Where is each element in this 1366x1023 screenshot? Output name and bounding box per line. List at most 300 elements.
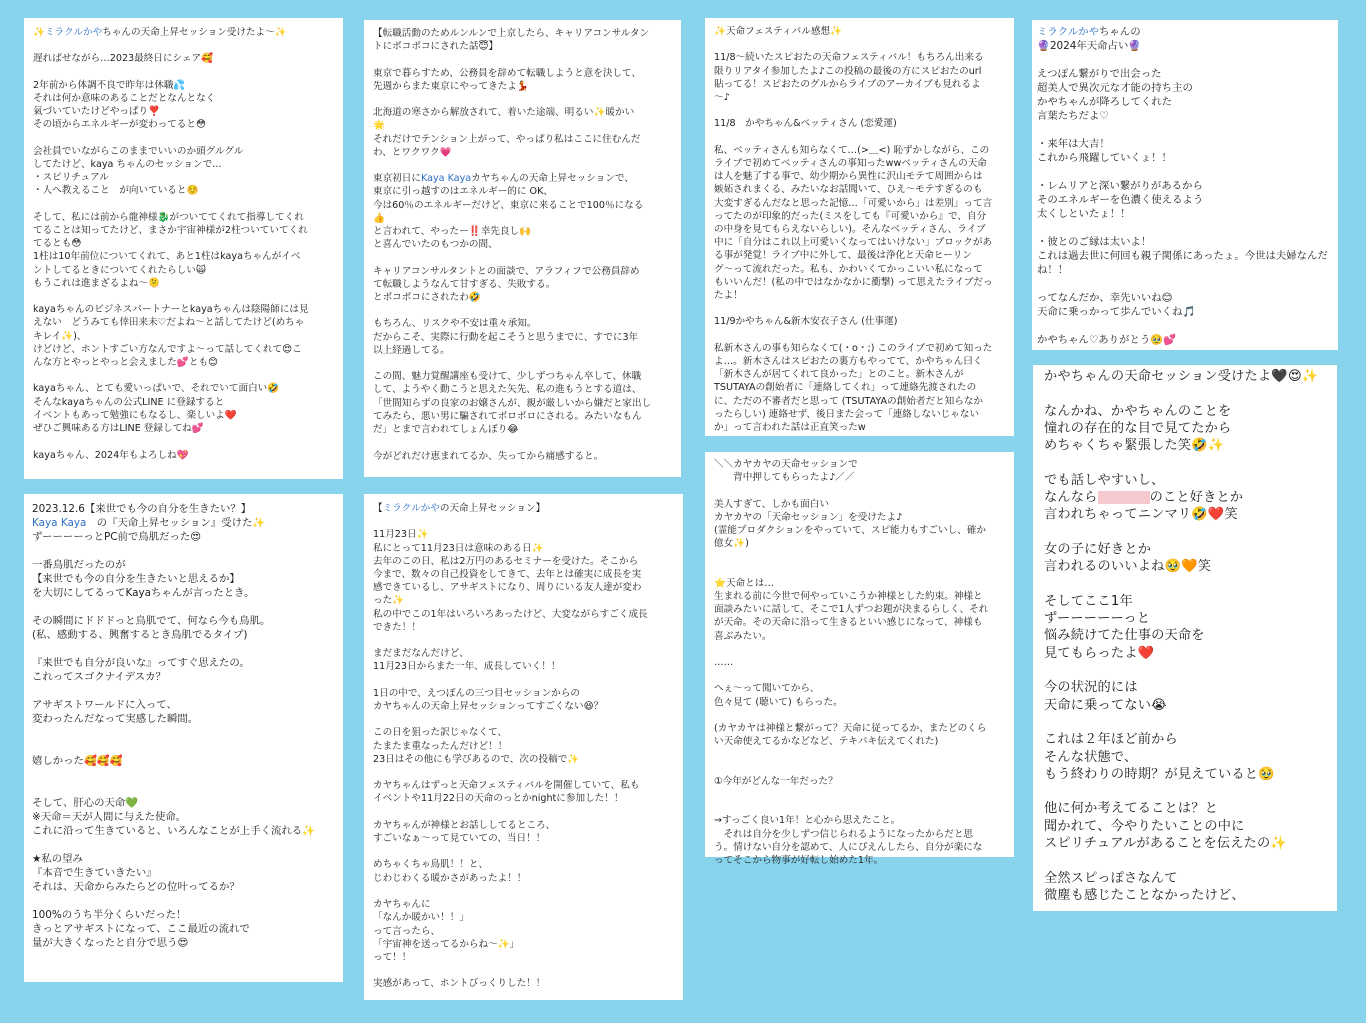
line-text: →すっごく良い1年！と心から思えたこと。	[714, 815, 901, 827]
line-text: 太くしといたょ！！	[1037, 208, 1131, 220]
line-text: ✨天命フェスティバル感想✨	[714, 26, 842, 37]
line-text: その瞬間にドドドっと鳥肌でて、何なら今も鳥肌。	[32, 615, 271, 627]
line-text: これは過去世に何回も親子関係にあったょ。今世は夫婦なんだ	[1037, 250, 1328, 262]
line-text: (霊能プロダクションをやっていて、スピ能力もすごいし、確か	[714, 525, 986, 537]
post-line	[714, 223, 1005, 236]
post-line	[714, 421, 1005, 434]
post-line	[714, 643, 1005, 656]
post-line	[373, 212, 672, 225]
post-line	[32, 516, 335, 530]
line-text: 遅ればせながら…2023最終日にシェア🥰	[33, 53, 214, 65]
post-line	[373, 726, 674, 739]
post-line	[33, 330, 334, 343]
line-text: その頃からエネルギーが変わってると😳	[33, 119, 206, 131]
post-line	[714, 537, 1005, 550]
line-text: でも話しやすいし、	[1044, 472, 1165, 488]
post-line	[373, 660, 674, 673]
line-text: を大切にしてるってKayaちゃんが言ったとき。	[32, 587, 255, 599]
post-line	[1037, 193, 1333, 207]
post-line	[373, 251, 672, 264]
line-text: すごいなぁ〜って見ていての、当日！！	[373, 833, 546, 845]
post-line	[373, 568, 674, 581]
post-line	[33, 422, 334, 435]
post-line	[714, 564, 1005, 577]
post-line	[714, 471, 1005, 484]
post-line	[373, 53, 672, 66]
line-text: と言われて、やったー‼️幸先良し🙌	[373, 226, 532, 238]
post-line	[1044, 697, 1326, 714]
post-line	[32, 628, 335, 642]
post-line	[1044, 818, 1326, 835]
line-text: へぇ〜って聞いてから、	[714, 683, 820, 695]
post-line	[373, 555, 674, 568]
line-text: ってたのが印象的だった(ミスをしても『可愛いから』で、自分	[714, 210, 987, 222]
post-line	[33, 52, 334, 65]
line-text: たまたま重なったんだけど！！	[373, 740, 508, 752]
line-text: ＼＼カヤカヤの天命セッションで	[714, 459, 858, 470]
post-line	[373, 172, 672, 185]
line-text: それは、天命からみたらどの位叶ってるか？	[32, 881, 240, 893]
post-card-miracle-kaya-session	[24, 18, 343, 479]
post-line	[1044, 749, 1326, 766]
post-line	[714, 656, 1005, 669]
post-line	[714, 682, 1005, 695]
line-text: 11月23日からまた一年、成長していく！！	[373, 661, 561, 673]
line-text: 天命に乗っかって歩んでいくね🎵	[1037, 306, 1196, 318]
line-text: 🌟	[373, 120, 385, 132]
post-line	[1037, 67, 1333, 81]
post-line	[32, 866, 335, 880]
line-text: 私の中でこの1年はいろいろあったけど、大変ながらすごく成長	[373, 608, 648, 620]
post-line	[1044, 385, 1326, 402]
line-text: か」って言われた話は正直笑ったw	[714, 422, 866, 434]
line-text: これは２年ほど前から	[1044, 732, 1178, 748]
post-line	[714, 524, 1005, 537]
post-line	[1044, 783, 1326, 800]
post-body	[1037, 25, 1333, 347]
line-text: イベントもあって勉強にもなるし、楽しいよ❤️	[33, 409, 237, 421]
line-text: 北海道の寒さから解放されて、着いた途端、明るい✨暖かい	[373, 107, 635, 119]
post-line	[714, 197, 1005, 210]
post-line	[32, 782, 335, 796]
post-line	[373, 225, 672, 238]
post-line	[373, 898, 674, 911]
line-text: 🔮2024年天命占い🔮	[1037, 40, 1142, 52]
post-line	[373, 119, 672, 132]
post-line	[1044, 541, 1326, 558]
post-line	[1044, 558, 1326, 575]
line-text: 【来世でも今の自分を生きたいと思えるか】	[32, 573, 240, 585]
mention-link[interactable]: Kaya Kaya	[32, 517, 87, 529]
post-line	[1037, 249, 1333, 263]
post-line	[714, 104, 1005, 117]
post-line	[33, 369, 334, 382]
post-card-work-destiny	[1033, 365, 1337, 911]
line-text: ってそこから物事が好転し始めた1年。	[714, 855, 884, 867]
post-line	[714, 511, 1005, 524]
post-line	[373, 291, 672, 304]
line-text: ライブで初めてベッティさんの事知ったwwベッティさんの天命	[714, 158, 987, 170]
post-line	[714, 854, 1005, 867]
line-text: よ…。新木さんはスピおたの裏方もやってて、かやちゃん曰く	[714, 356, 983, 368]
line-text: それは何か意味のあることだとなんとなく	[33, 93, 216, 105]
post-line	[714, 814, 1005, 827]
line-text: kayaちゃんのビジネスパートナーとkayaちゃんは陰陽師には見	[33, 304, 309, 316]
post-line	[1044, 489, 1326, 506]
post-line	[373, 423, 672, 436]
post-body	[32, 502, 335, 950]
line-text: 大変すぎるんだなと思った記憶…「可愛いから」は差別」って言	[714, 197, 993, 209]
line-text: 『本音で生きていきたい』	[32, 867, 157, 879]
line-text: 悩み続けてた仕事の天命を	[1044, 628, 1205, 644]
mention-link[interactable]: ミラクルかや	[382, 503, 440, 514]
post-line	[1037, 151, 1333, 165]
post-line	[32, 670, 335, 684]
line-text: ・彼とのご縁は太いよ！	[1037, 236, 1152, 248]
line-text: して、ようやく動こうと思えた矢先、私の進もうとする道は、	[373, 384, 642, 396]
line-text: 限りリアタイ参加したよ♪この投稿の最後の方にスピおたのurl	[714, 65, 982, 77]
line-text: 11月23日✨	[373, 529, 429, 541]
post-line	[1037, 221, 1333, 235]
post-line	[33, 303, 334, 316]
line-text: 1柱は10年前位についてくれて、あと1柱はkayaちゃんがイベ	[33, 251, 301, 263]
post-line	[373, 265, 672, 278]
line-text: 言われるのいいよね🥹🧡笑	[1044, 559, 1212, 575]
line-text: 23日はその他にも学びあるので、次の投稿で✨	[373, 753, 580, 765]
post-line	[32, 712, 335, 726]
post-line	[1044, 576, 1326, 593]
post-line	[373, 436, 672, 449]
line-text: った✨	[373, 595, 405, 607]
post-line	[373, 357, 672, 370]
line-text: ってなんだか、幸先いいね😊	[1037, 292, 1173, 304]
post-line	[714, 603, 1005, 616]
post-line	[373, 634, 674, 647]
post-line	[33, 237, 334, 250]
line-text: 11/8〜続いたスピおたの天命フェスティバル！もちろん出来る	[714, 52, 984, 64]
line-text: が天命。その天命に沿って生きるといい感じになって、神様も	[714, 617, 983, 629]
line-text: 今がどれだけ恵まれてるか、失ってから痛感すると。	[373, 450, 604, 462]
post-line	[33, 171, 334, 184]
line-text: えない どうみても倖田来未♡だよね〜と話してたけど(めちゃ	[33, 317, 305, 329]
post-line	[373, 674, 674, 687]
line-text: の中身を見てもらえないらしい)。そんなベッティさん、ライブ	[714, 224, 986, 236]
line-text-tail: の『天命上昇セッション』受けた✨	[86, 517, 266, 529]
line-text: 嬉しかった🥰🥰🥰	[32, 755, 123, 767]
mention-link[interactable]: ミラクルかや	[44, 27, 103, 38]
line-text: もいいんだ！(私の中ではなかなかに衝撃) って思えたライブだっ	[714, 276, 993, 288]
line-text: 全然スピっぽさなんて	[1044, 870, 1178, 886]
mention-link[interactable]: Kaya Kaya	[420, 173, 472, 185]
post-line	[1037, 109, 1333, 123]
line-text: 氣づいていたけどやっぱり❣️	[33, 106, 161, 118]
line-text: 去年のこの日、私は2万円のあるセミナーを受けた。そこから	[373, 555, 639, 567]
post-line	[33, 184, 334, 197]
post-line	[373, 238, 672, 251]
line-text: ⭐天命とは…	[714, 577, 774, 589]
line-text: 嫉妬されまくる、みたいなお話聞いて、ひえ〜モテすぎるのも	[714, 184, 983, 196]
post-line	[373, 515, 674, 528]
post-card-nov23-session	[364, 494, 683, 1000]
post-line	[714, 170, 1005, 183]
post-card-festival-impressions	[705, 18, 1014, 436]
post-line	[1037, 25, 1333, 39]
line-text: ※天命＝天が人間に与えた使命。	[32, 811, 187, 823]
line-text: スピリチュアルがあることを伝えたの✨	[1044, 836, 1288, 852]
line-text: だ」とまで言われてしょんぼり😂	[373, 424, 519, 436]
post-line	[1044, 454, 1326, 471]
post-line	[373, 133, 672, 146]
mention-link[interactable]: ミラクルかや	[1037, 26, 1100, 38]
line-text: 美人すぎて、しかも面白い	[714, 498, 829, 510]
post-body	[373, 27, 672, 463]
post-line	[373, 845, 674, 858]
line-text: カヤちゃんの天命上昇セッションってすごくない😆？	[373, 701, 604, 713]
post-line	[32, 558, 335, 572]
post-body	[1044, 368, 1326, 904]
post-line	[32, 698, 335, 712]
post-line	[714, 381, 1005, 394]
post-line	[373, 753, 674, 766]
line-text: 会社員でいながらこのままでいいのか頭グルグル	[33, 145, 244, 157]
post-line	[32, 684, 335, 698]
line-text: けどけど、ホントすごい方なんですよ〜って話してくれて😍こ	[33, 343, 302, 355]
post-line	[714, 735, 1005, 748]
post-line	[32, 838, 335, 852]
post-line	[714, 408, 1005, 421]
post-line	[373, 885, 674, 898]
line-text-tail: のこと好きとか	[1149, 490, 1244, 506]
post-line	[1037, 53, 1333, 67]
post-line	[32, 768, 335, 782]
line-text: 生まれる前に今世で何やっていこうか神様とした約束。神様と	[714, 591, 983, 603]
post-line	[1037, 263, 1333, 277]
post-line	[373, 27, 672, 40]
post-line	[1044, 887, 1326, 904]
line-text: かやちゃんの天命セッション受けたよ🖤😍✨	[1044, 369, 1319, 384]
post-line	[32, 754, 335, 768]
line-text: 色々見て (聴いて) もらった。	[714, 696, 843, 708]
post-line	[1037, 81, 1333, 95]
line-text: できた！！	[373, 621, 421, 633]
line-text: ったらしい) 連絡せず、後日また会って「連絡しないじゃない	[714, 408, 980, 420]
post-line	[1037, 235, 1333, 249]
line-text: TSUTAYAの創始者に「連絡してくれ」って連絡先渡されたの	[714, 382, 977, 394]
post-line	[714, 775, 1005, 788]
post-line	[373, 410, 672, 423]
line-text: かやちゃんが降ろしてくれた	[1037, 96, 1173, 108]
line-text-tail: ちゃんの天命上昇セッション受けたよ〜✨	[102, 27, 287, 38]
line-text: めちゃくちゃ鳥肌！！と、	[373, 859, 489, 871]
line-text: 私、ベッティさんも知らなくて…(>＿<) 恥ずかしながら、この	[714, 144, 990, 156]
post-line	[714, 841, 1005, 854]
line-text: キレイ✨)、	[33, 330, 87, 342]
post-line	[33, 118, 334, 131]
line-text: 天命に乗ってない😭	[1044, 697, 1167, 713]
line-text: キャリアコンサルタントとの面談で、アラフィフで公務員辞め	[373, 265, 640, 277]
post-line	[1037, 277, 1333, 291]
line-text: なんなら	[1044, 490, 1098, 506]
post-line	[714, 117, 1005, 130]
post-line	[714, 550, 1005, 563]
line-text: トにボコボコにされた話😇】	[373, 41, 499, 53]
line-text: てることは知ってたけど、まさか宇宙神様が2柱ついていてくれ	[33, 225, 308, 237]
post-line	[1044, 852, 1326, 869]
post-line	[33, 316, 334, 329]
line-text: ……	[714, 657, 734, 669]
post-line	[714, 368, 1005, 381]
post-line	[1037, 39, 1333, 53]
post-line	[714, 144, 1005, 157]
line-text: 11/9かやちゃん&新木安衣子さん (仕事運)	[714, 316, 898, 328]
post-line	[32, 894, 335, 908]
line-text: ぜひご興味ある方はLINE 登録してね💕	[33, 423, 204, 435]
post-line	[1044, 679, 1326, 696]
post-line	[33, 132, 334, 145]
post-line	[714, 302, 1005, 315]
post-line	[32, 530, 335, 544]
line-text: 一番鳥肌だったのが	[32, 559, 126, 571]
line-text: ・スピリチュアル	[33, 172, 109, 184]
post-line	[33, 382, 334, 395]
line-text: 100%のうち半分くらいだった！	[32, 909, 187, 921]
line-text: 今の状況的には	[1044, 680, 1138, 696]
post-line	[32, 824, 335, 838]
line-text: もちろん、リスクや不安は重々承知。	[373, 318, 537, 330]
line-text: してたけど、kaya ちゃんのセッションで…	[33, 159, 222, 171]
post-card-2024-fortune	[1032, 20, 1338, 350]
post-line	[373, 832, 674, 845]
post-line	[32, 600, 335, 614]
line-text: 女の子に好きとか	[1044, 541, 1152, 557]
line-text: って言ったら、	[373, 925, 441, 937]
post-line	[1044, 506, 1326, 523]
post-line	[373, 806, 674, 819]
post-line	[373, 700, 674, 713]
post-line	[373, 581, 674, 594]
post-line	[714, 276, 1005, 289]
line-text: 聞かれて、今やりたいことの中に	[1044, 818, 1245, 834]
post-line	[33, 264, 334, 277]
line-text: 貼ってる！スピおたのグルからライブのアーカイブも見れるよ	[714, 78, 981, 90]
post-line	[373, 344, 672, 357]
post-line	[373, 858, 674, 871]
post-line	[33, 277, 334, 290]
line-text: アサギストワールドに入って、	[32, 699, 177, 711]
line-text: 先週からまた東京にやってきたよ💃	[373, 80, 529, 92]
line-text: 11/8 かやちゃん&ベッティさん (恋愛運)	[714, 118, 897, 130]
post-line	[373, 713, 674, 726]
post-line	[714, 498, 1005, 511]
line-text: この間、魅力覚醒講座も受けて、少しずつちゃん卒して、休職	[373, 371, 642, 383]
post-line	[373, 106, 672, 119]
post-line	[33, 92, 334, 105]
line-text: 面談みたいに話して、そこで1人ずつお題が決まるらしく、それ	[714, 604, 989, 616]
post-line	[714, 78, 1005, 91]
line-text: 東京に引っ越すのはエネルギー的に OK、	[373, 186, 553, 198]
post-line	[1044, 472, 1326, 489]
post-line	[32, 614, 335, 628]
line-text: んな方とやっとやっと会えました💕とも😊	[33, 357, 219, 369]
line-text: ずーーーーーっと	[1044, 611, 1151, 627]
post-line	[1044, 714, 1326, 731]
line-text: それは自分を少しずつ信じられるようになったからだと思	[714, 828, 974, 840]
line-text: 2年前から体調不良で昨年は休職💦	[33, 79, 186, 91]
line-text-tail: の天命上昇セッション】	[439, 503, 546, 514]
line-text: 1日の中で、えつぽんの三つ目セッションからの	[373, 687, 580, 699]
post-line	[373, 528, 674, 541]
post-line	[1037, 207, 1333, 221]
post-line	[373, 278, 672, 291]
post-line	[373, 951, 674, 964]
post-line	[714, 329, 1005, 342]
post-line	[373, 304, 672, 317]
line-text: 見てもらったよ❤️	[1044, 645, 1155, 661]
line-text: kayaちゃん、2024年もよろしね💖	[33, 449, 189, 461]
post-line	[373, 383, 672, 396]
post-line	[373, 80, 672, 93]
line-text: と喜んでいたのもつかの間、	[373, 239, 498, 251]
post-line	[373, 317, 672, 330]
post-line	[373, 740, 674, 753]
post-line	[1044, 662, 1326, 679]
line-text: 量が大きくなったと自分で思う😍	[32, 937, 189, 949]
post-line	[714, 210, 1005, 223]
post-line	[714, 65, 1005, 78]
line-text: もう終わりの時期？が見えていると🥹	[1044, 766, 1275, 782]
post-line	[714, 722, 1005, 735]
line-text: 喜ぶみたい。	[714, 630, 772, 642]
post-card-kayakaya-session	[705, 452, 1014, 867]
post-line	[714, 236, 1005, 249]
line-text: ・レムリアと深い繋がりがあるから	[1037, 180, 1203, 192]
line-text: 感できているし、アサギストになり、周りにいる友人達が変わ	[373, 582, 642, 594]
line-text: る事が発覚！ライブ中に外して、最後は浄化と天命ヒーリン	[714, 250, 972, 262]
post-line	[714, 289, 1005, 302]
line-text: なんかね、かやちゃんのことを	[1044, 403, 1232, 419]
post-line	[32, 810, 335, 824]
post-line	[1044, 627, 1326, 644]
line-text: グ〜って流れだった。私も、かわいくてかっこいい私になって	[714, 263, 983, 275]
line-text: これに沿って生きていると、いろんなことが上手く流れる✨	[32, 825, 316, 837]
post-line	[714, 801, 1005, 814]
post-body	[373, 502, 674, 991]
post-line	[373, 964, 674, 977]
post-line	[33, 26, 334, 39]
line-text: 中に「自分はこれ以上可愛いくなってはいけない」ブロックがあ	[714, 237, 993, 249]
post-line	[33, 39, 334, 52]
line-text: カヤちゃんが神様とお話ししてるところ、	[373, 819, 556, 831]
line-text: もうこれは進まざるよね〜🫠	[33, 277, 161, 289]
line-text-tail: カヤちゃんの天命上昇セッションで、	[471, 173, 634, 185]
line-text: カヤカヤの「天命セッション」を受けたよ♪	[714, 511, 903, 523]
line-text: に、ただの不審者だと思って (TSUTAYAの創始者だと知らなか	[714, 395, 984, 407]
line-text: 背中押してもらったよ♪／／	[714, 472, 855, 484]
post-line	[33, 79, 334, 92]
line-text: 【転職活動のためルンルンで上京したら、キャリアコンサルタン	[373, 28, 650, 39]
line-text: ★私の望み	[32, 853, 83, 865]
post-line	[373, 370, 672, 383]
post-line	[714, 395, 1005, 408]
post-line	[1037, 137, 1333, 151]
line-text: 微塵も感じたことなかったけど、	[1044, 887, 1245, 903]
post-line	[373, 938, 674, 951]
line-text: かやちゃん♡ありがとう🥹💕	[1037, 334, 1177, 346]
post-line	[714, 131, 1005, 144]
post-line	[714, 249, 1005, 262]
line-text: 私にとって11月23日は意味のある日✨	[373, 542, 544, 554]
post-line	[1037, 333, 1333, 347]
